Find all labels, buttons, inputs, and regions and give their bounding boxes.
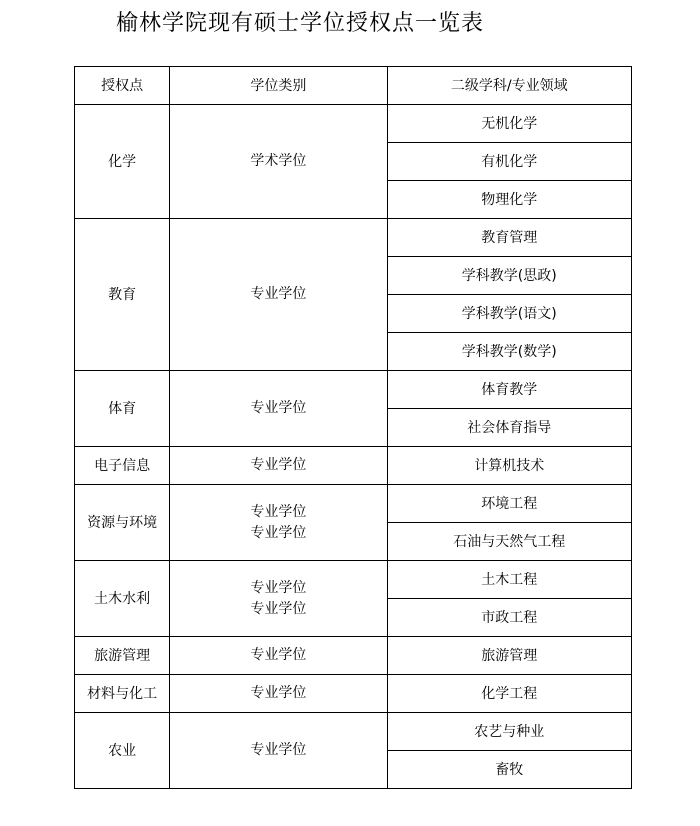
degree-category-cell [170, 713, 387, 789]
degree-category-cell [170, 561, 387, 637]
discipline-field-cell: 学科教学(思政) [387, 257, 631, 295]
discipline-field-cell: 无机化学 [387, 105, 631, 143]
authorization-point-cell: 农业 [75, 713, 170, 789]
discipline-field-cell: 市政工程 [387, 599, 631, 637]
discipline-field-cell: 畜牧 [387, 751, 631, 789]
authorization-point-cell: 体育 [75, 371, 170, 447]
authorization-point-cell: 材料与化工 [75, 675, 170, 713]
discipline-field-cell: 石油与天然气工程 [387, 523, 631, 561]
header-category: 学位类别 [170, 67, 387, 105]
table-row [75, 447, 632, 485]
authorization-point-cell: 旅游管理 [75, 637, 170, 675]
degree-category-text: 专业学位 [250, 647, 307, 663]
discipline-field-cell: 学科教学(语文) [387, 295, 631, 333]
page-title: 榆林学院现有硕士学位授权点一览表 [116, 11, 485, 36]
discipline-field-cell: 化学工程 [387, 675, 631, 713]
discipline-field-cell: 计算机技术 [387, 447, 631, 485]
degree-category-text: 专业学位 [250, 286, 307, 302]
degree-category-cell [170, 447, 387, 485]
authorization-point-cell: 电子信息 [75, 447, 170, 485]
discipline-field-cell: 农艺与种业 [387, 713, 631, 751]
table-header-row [75, 67, 632, 105]
discipline-field-cell: 学科教学(数学) [387, 333, 631, 371]
discipline-field-cell: 社会体育指导 [387, 409, 631, 447]
discipline-field-cell: 土木工程 [387, 561, 631, 599]
header-field: 二级学科/专业领域 [387, 67, 631, 105]
table-row [75, 219, 632, 257]
table-row [75, 675, 632, 713]
degree-category-text: 专业学位 [250, 685, 307, 701]
degree-category-text: 学术学位 [250, 153, 307, 169]
degree-category-cell [170, 219, 387, 371]
table-row [75, 371, 632, 409]
degree-category-cell [170, 485, 387, 561]
degree-category-cell [170, 637, 387, 675]
header-point: 授权点 [75, 67, 170, 105]
degree-category-cell [170, 371, 387, 447]
table-row [75, 561, 632, 599]
table-row [75, 637, 632, 675]
degree-category-cell [170, 675, 387, 713]
table-row [75, 105, 632, 143]
discipline-field-cell: 教育管理 [387, 219, 631, 257]
authorization-point-cell: 教育 [75, 219, 170, 371]
degree-category-text: 专业学位 [250, 742, 307, 758]
degree-category-text: 专业学位 [250, 524, 307, 541]
discipline-field-cell: 旅游管理 [387, 637, 631, 675]
authorization-point-cell: 资源与环境 [75, 485, 170, 561]
discipline-field-cell: 有机化学 [387, 143, 631, 181]
discipline-field-cell: 物理化学 [387, 181, 631, 219]
degree-category-text: 专业学位 [250, 457, 307, 473]
degree-category-text: 专业学位 [250, 600, 307, 617]
degree-category-cell [170, 105, 387, 219]
table-row [75, 713, 632, 751]
degree-category-text: 专业学位 [250, 579, 307, 596]
discipline-field-cell: 环境工程 [387, 485, 631, 523]
degree-category-text: 专业学位 [250, 400, 307, 416]
degree-table [74, 66, 632, 789]
discipline-field-cell: 体育教学 [387, 371, 631, 409]
authorization-point-cell: 土木水利 [75, 561, 170, 637]
degree-category-text: 专业学位 [250, 503, 307, 520]
authorization-point-cell: 化学 [75, 105, 170, 219]
table-row [75, 485, 632, 523]
